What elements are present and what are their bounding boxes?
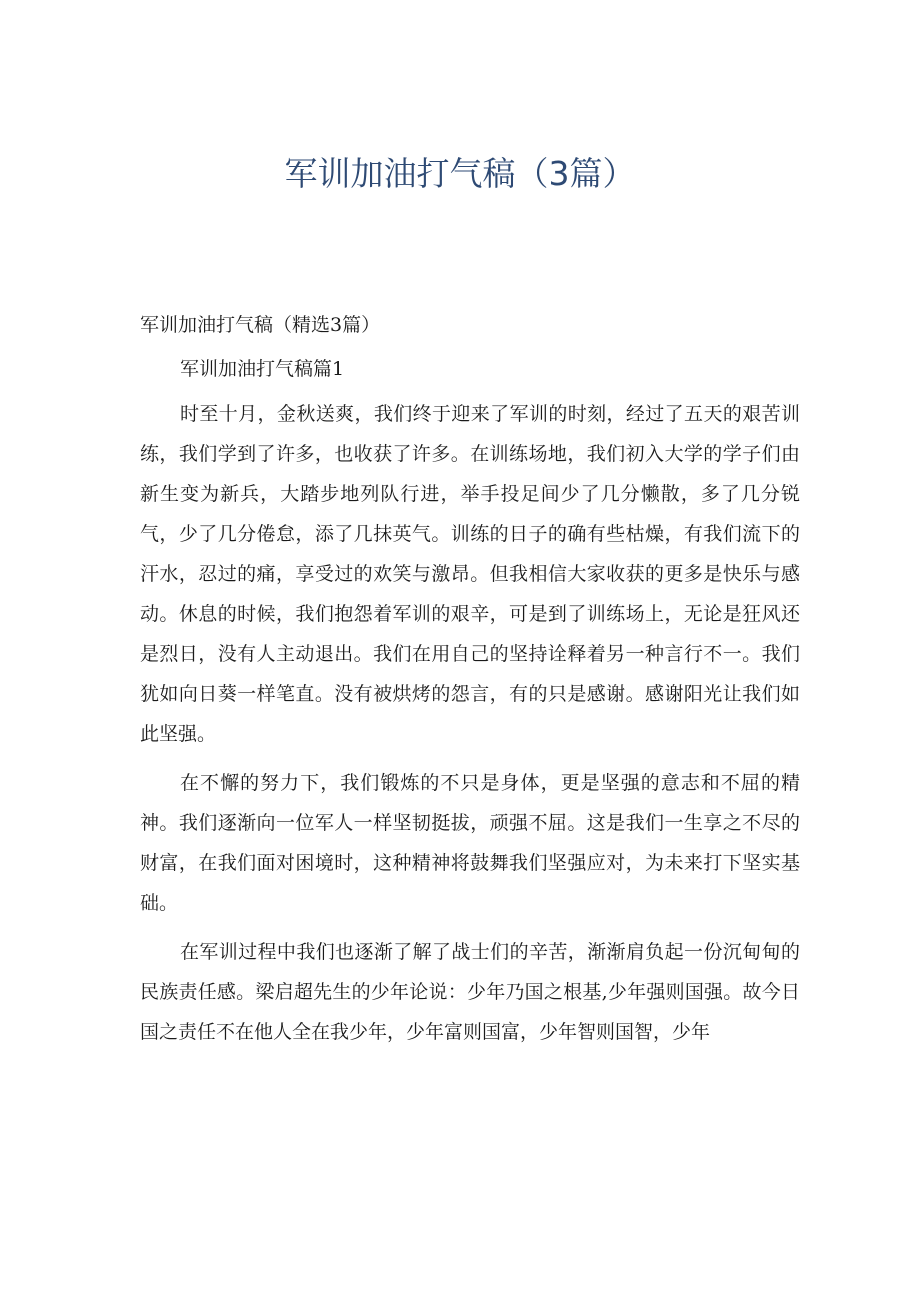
document-title: 军训加油打气稿（3篇） — [284, 154, 636, 193]
paragraph-1: 时至十月，金秋送爽，我们终于迎来了军训的时刻，经过了五天的艰苦训练，我们学到了许多，也收获了许多。在训练场地，我们初入大学的学子们由新生变为新兵，大踏步地列队行进，举手投足间少了几分懒散，多了几分锐气，少了几分倦怠，添了几抹英气。训练的日子的确有些枯燥，有我们流下的汗水，忍过的痛，享受过的欢笑与激昂。但我相信大家收获的更多是快乐与感动。休息的时候，我们抱怨着军训的艰辛，可是到了训练场上，无论是狂风还是烈日，没有人主动退出。我们在用自己的坚持诠释着另一种言行不一。我们犹如向日葵一样笔直。没有被烘烤的怨言，有的只是感谢。感谢阳光让我们如此坚强。 — [140, 403, 800, 745]
section-heading: 军训加油打气稿篇1 — [180, 358, 345, 380]
paragraph-3: 在军训过程中我们也逐渐了解了战士们的辛苦，渐渐肩负起一份沉甸甸的民族责任感。梁启超先生的少年论说：少年乃国之根基,少年强则国强。故今日国之责任不在他人全在我少年，少年富则国富，少年智则国智，少年 — [140, 941, 800, 1043]
document-body — [140, 305, 800, 1061]
paragraph-2: 在不懈的努力下，我们锻炼的不只是身体，更是坚强的意志和不屈的精神。我们逐渐向一位军人一样坚韧挺拔，顽强不屈。这是我们一生享之不尽的财富，在我们面对困境时，这种精神将鼓舞我们坚强应对，为未来打下坚实基础。 — [140, 772, 800, 914]
document-subtitle: 军训加油打气稿（精选3篇） — [140, 314, 381, 336]
